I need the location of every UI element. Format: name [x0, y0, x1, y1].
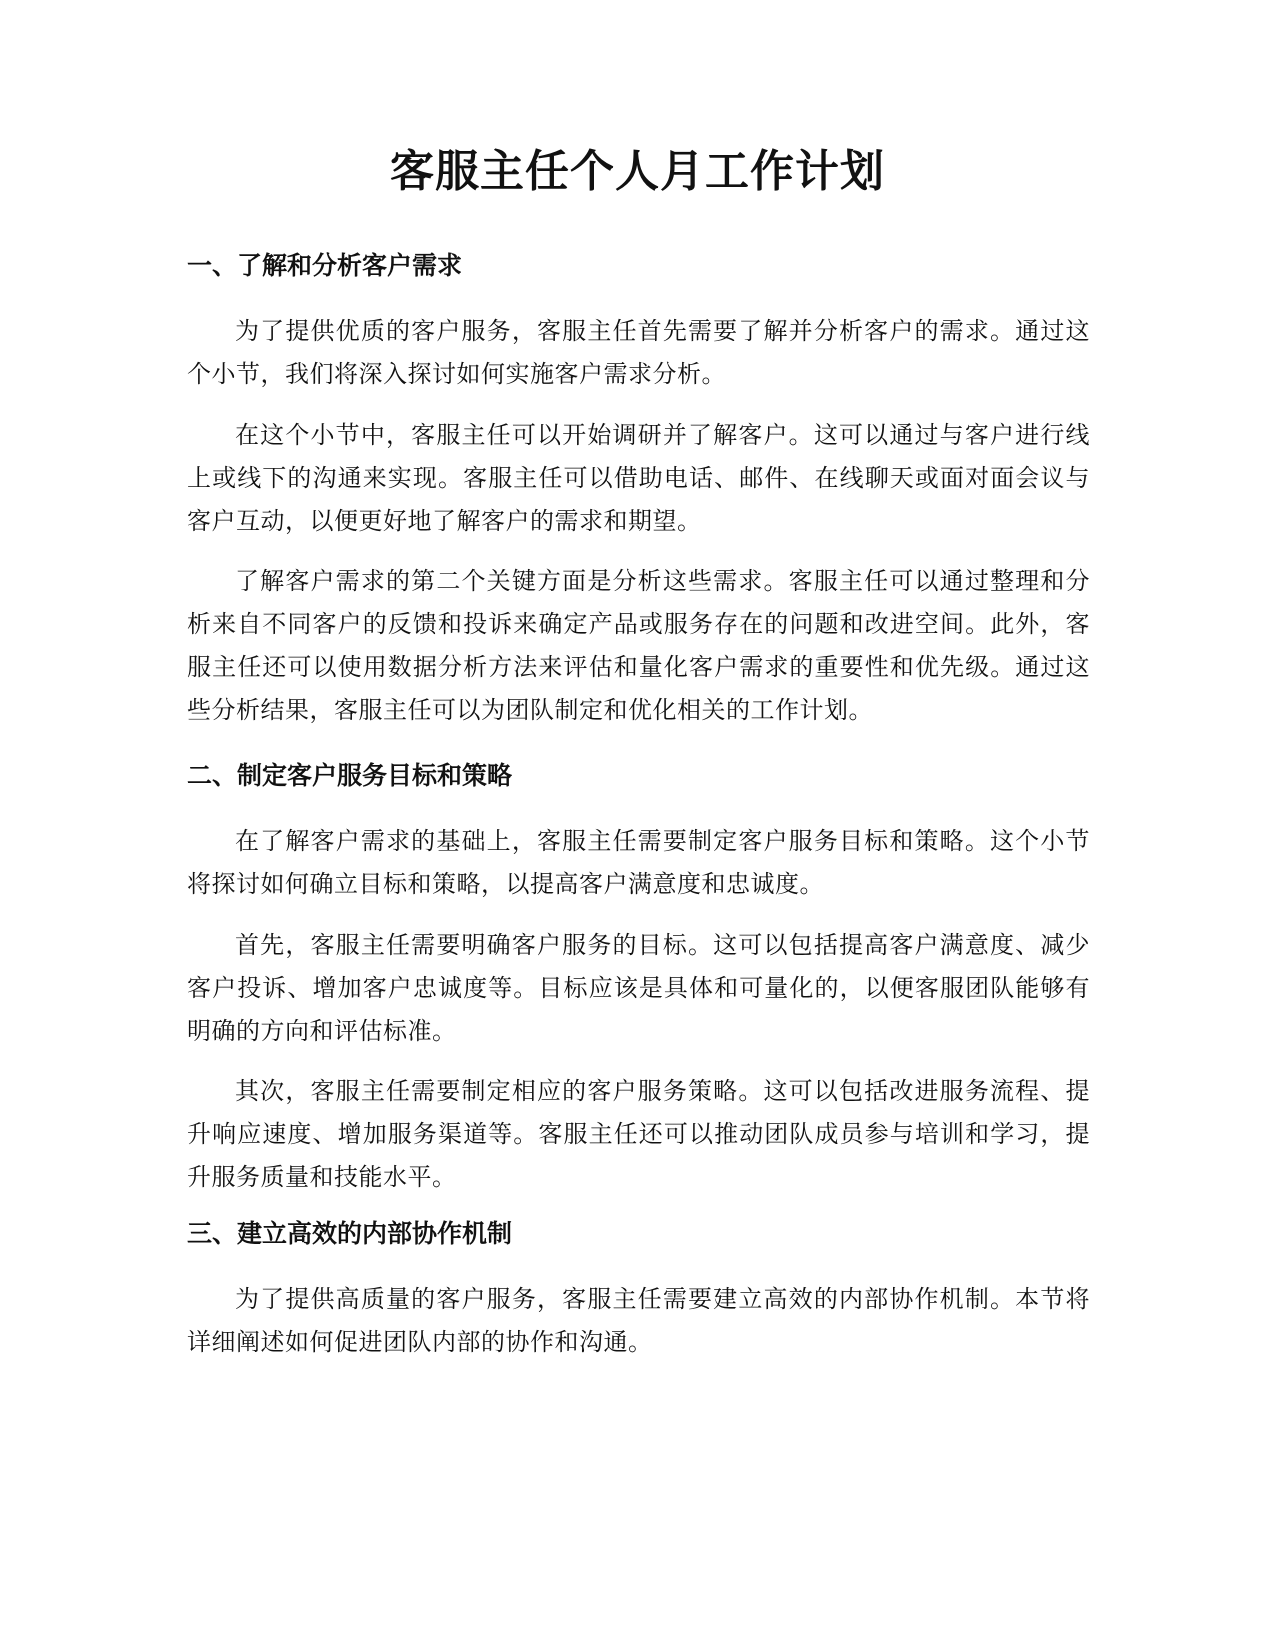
document-title: 客服主任个人月工作计划 — [390, 146, 885, 197]
section-heading-2: 二、制定客户服务目标和策略 — [187, 761, 513, 790]
section-1-paragraph-1: 为了提供优质的客户服务，客服主任首先需要了解并分析客户的需求。通过这个小节，我们将深入探讨如何实施客户需求分析。 — [187, 317, 1090, 388]
section-3-paragraph-1: 为了提供高质量的客户服务，客服主任需要建立高效的内部协作机制。本节将详细阐述如何促进团队内部的协作和沟通。 — [187, 1285, 1090, 1356]
section-2-paragraph-2: 首先，客服主任需要明确客户服务的目标。这可以包括提高客户满意度、减少客户投诉、增加客户忠诚度等。目标应该是具体和可量化的，以便客服团队能够有明确的方向和评估标准。 — [187, 931, 1090, 1045]
section-1-paragraph-3: 了解客户需求的第二个关键方面是分析这些需求。客服主任可以通过整理和分析来自不同客户的反馈和投诉来确定产品或服务存在的问题和改进空间。此外，客服主任还可以使用数据分析方法来评估和量化客户需求的重要性和优先级。通过这些分析结果，客服主任可以为团队制定和优化相关的工作计划。 — [187, 567, 1090, 724]
section-heading-3: 三、建立高效的内部协作机制 — [187, 1219, 513, 1248]
section-1-paragraph-2: 在这个小节中，客服主任可以开始调研并了解客户。这可以通过与客户进行线上或线下的沟通来实现。客服主任可以借助电话、邮件、在线聊天或面对面会议与客户互动，以便更好地了解客户的需求和期望。 — [187, 421, 1090, 535]
section-2-paragraph-3: 其次，客服主任需要制定相应的客户服务策略。这可以包括改进服务流程、提升响应速度、增加服务渠道等。客服主任还可以推动团队成员参与培训和学习，提升服务质量和技能水平。 — [187, 1077, 1090, 1191]
section-heading-1: 一、了解和分析客户需求 — [187, 251, 463, 280]
section-2-paragraph-1: 在了解客户需求的基础上，客服主任需要制定客户服务目标和策略。这个小节将探讨如何确立目标和策略，以提高客户满意度和忠诚度。 — [187, 827, 1090, 898]
